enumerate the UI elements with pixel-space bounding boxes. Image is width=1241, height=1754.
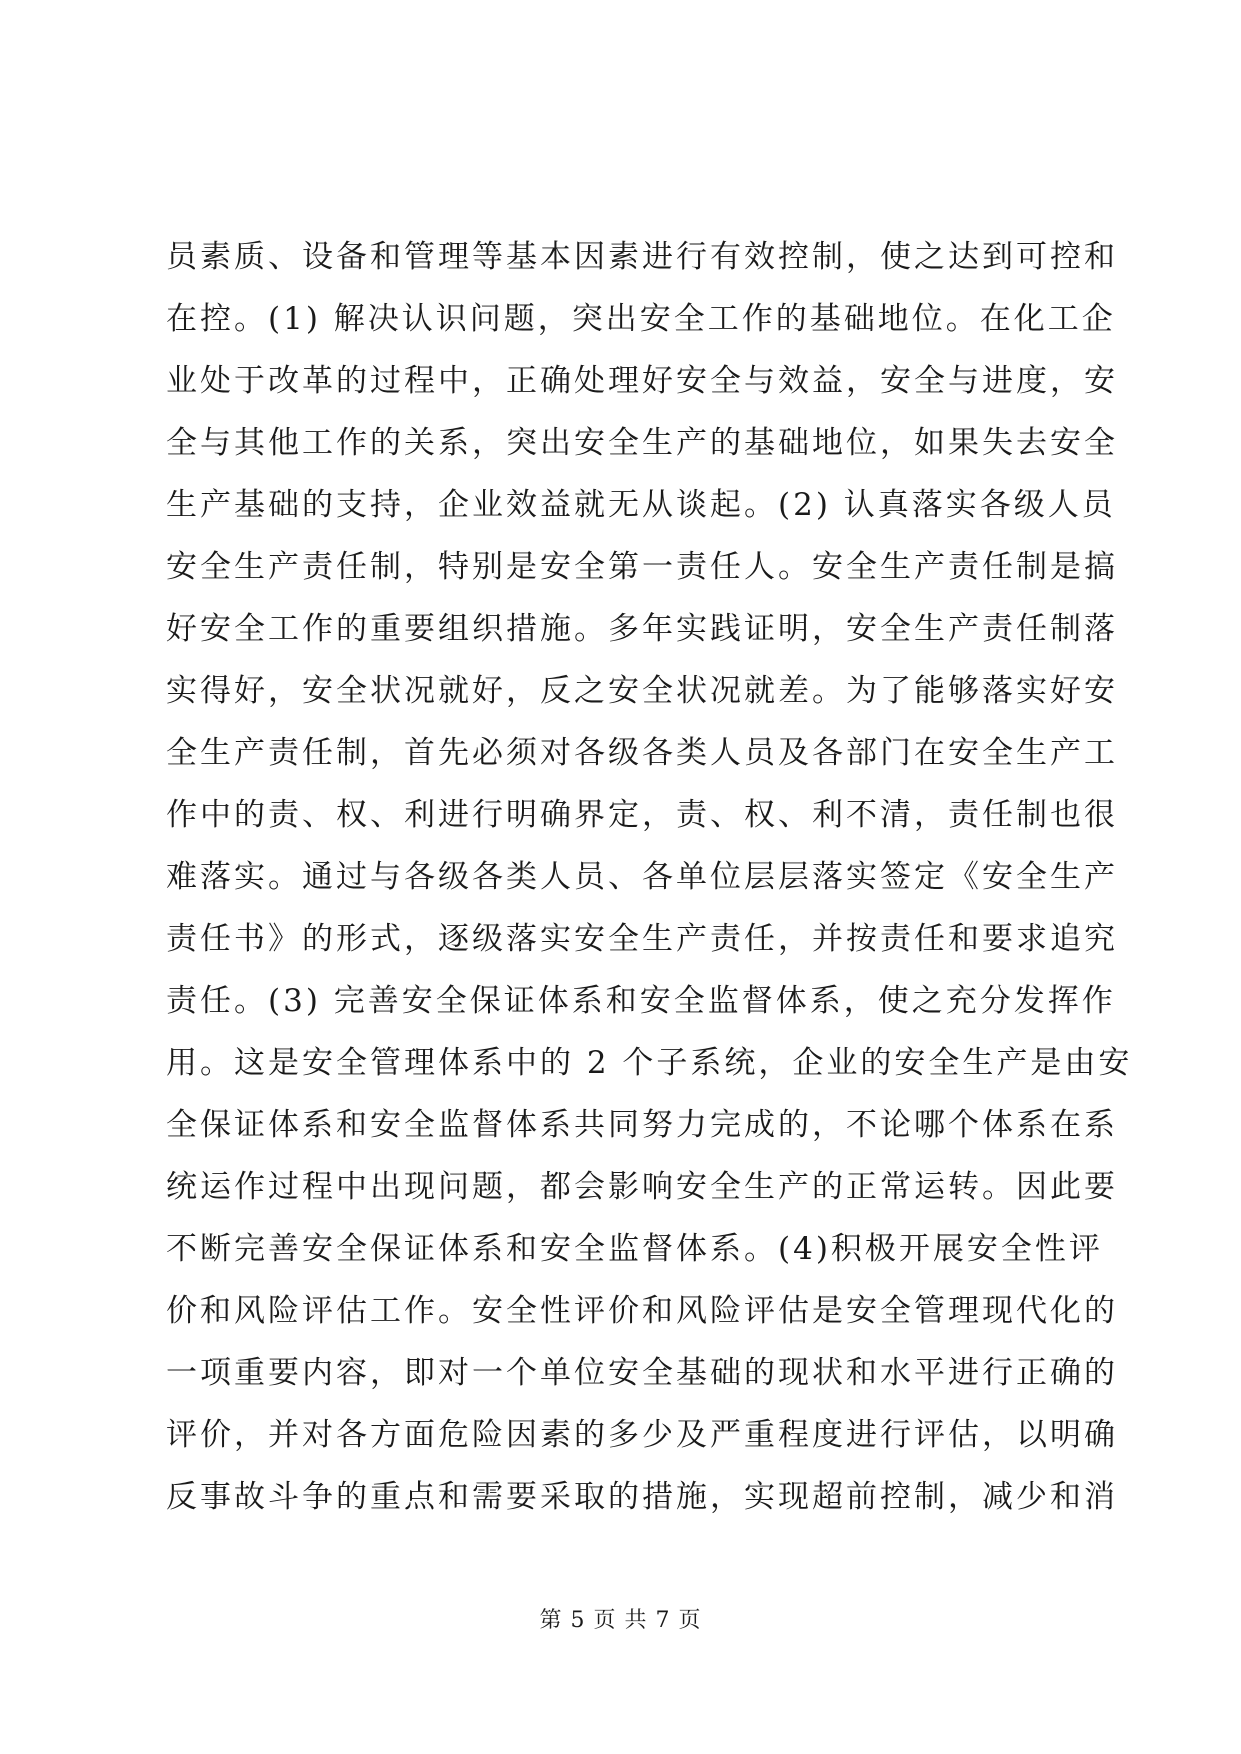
text-line: 价和风险评估工作。安全性评价和风险评估是安全管理现代化的 xyxy=(166,1293,1118,1329)
text-line: 好安全工作的重要组织措施。多年实践证明，安全生产责任制落 xyxy=(166,611,1118,647)
text-line: 不断完善安全保证体系和安全监督体系。(4)积极开展安全性评 xyxy=(166,1231,1103,1267)
text-line: 反事故斗争的重点和需要采取的措施，实现超前控制，减少和消 xyxy=(166,1479,1118,1515)
text-line: 实得好，安全状况就好，反之安全状况就差。为了能够落实好安 xyxy=(166,673,1118,709)
text-line: 在控。(1) 解决认识问题，突出安全工作的基础地位。在化工企 xyxy=(166,301,1116,337)
body-text xyxy=(166,226,1133,1528)
text-line: 作中的责、权、利进行明确界定，责、权、利不清，责任制也很 xyxy=(166,797,1118,833)
text-line: 全保证体系和安全监督体系共同努力完成的，不论哪个体系在系 xyxy=(166,1107,1118,1143)
text-line: 全与其他工作的关系，突出安全生产的基础地位，如果失去安全 xyxy=(166,425,1118,461)
text-line: 全生产责任制，首先必须对各级各类人员及各部门在安全生产工 xyxy=(166,735,1118,771)
text-line: 责任书》的形式，逐级落实安全生产责任，并按责任和要求追究 xyxy=(166,921,1118,957)
text-line: 评价，并对各方面危险因素的多少及严重程度进行评估，以明确 xyxy=(166,1417,1118,1453)
text-line: 员素质、设备和管理等基本因素进行有效控制，使之达到可控和 xyxy=(166,239,1118,275)
text-line: 用。这是安全管理体系中的 2 个子系统，企业的安全生产是由安 xyxy=(166,1045,1133,1081)
text-line: 责任。(3) 完善安全保证体系和安全监督体系，使之充分发挥作 xyxy=(166,983,1116,1019)
text-line: 业处于改革的过程中，正确处理好安全与效益，安全与进度，安 xyxy=(166,363,1118,399)
page-footer: 第 5 页 共 7 页 xyxy=(539,1608,702,1633)
text-line: 一项重要内容，即对一个单位安全基础的现状和水平进行正确的 xyxy=(166,1355,1118,1391)
text-line: 统运作过程中出现问题，都会影响安全生产的正常运转。因此要 xyxy=(166,1169,1118,1205)
text-line: 安全生产责任制，特别是安全第一责任人。安全生产责任制是搞 xyxy=(166,549,1118,585)
text-line: 生产基础的支持，企业效益就无从谈起。(2) 认真落实各级人员 xyxy=(166,487,1116,523)
text-line: 难落实。通过与各级各类人员、各单位层层落实签定《安全生产 xyxy=(166,859,1118,895)
